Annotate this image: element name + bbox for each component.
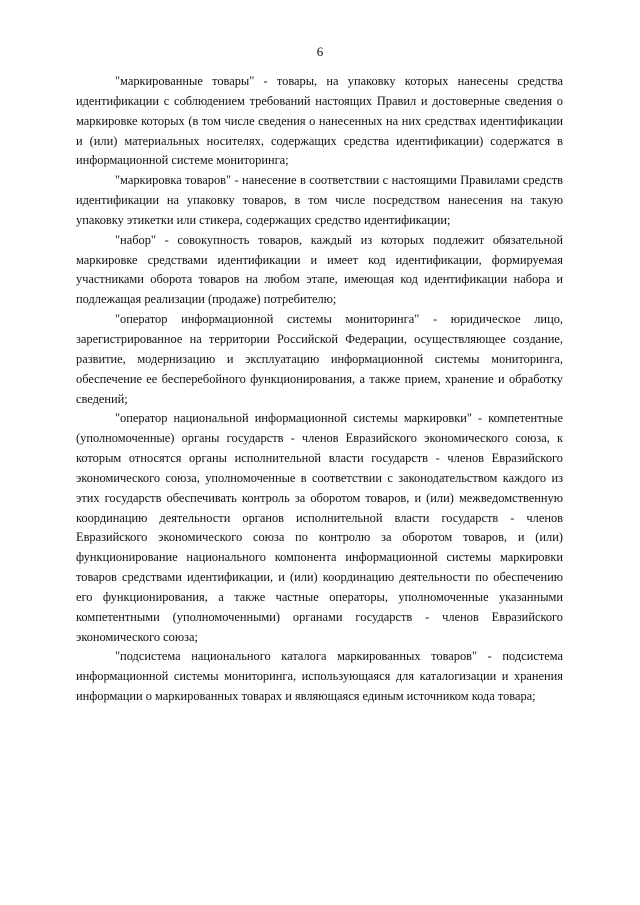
paragraph-national-catalog-subsystem: "подсистема национального каталога маркированных товаров" - подсистема информационной системы мониторинга, использующаяся для каталогизации и хранения информации о маркированных товарах и являющаяся единым источником кода товара; xyxy=(76,649,563,704)
paragraph-set: "набор" - совокупность товаров, каждый из которых подлежит обязательной маркировке средствами идентификации и имеет код идентификации, формируемая участниками оборота товаров на любом этапе, имеющая код идентификации набора и подлежащая реализации (продаже) потребителю; xyxy=(76,232,563,307)
paragraph-marked-goods: "маркированные товары" - товары, на упаковку которых нанесены средства идентификации с соблюдением требований настоящих Правил и достоверные сведения о маркировке которых (в том числе сведения о нанесенных на них средствах идентификации и (или) материальных носителях, содержащих средства идентификации) содержатся в информационной системе мониторинга; xyxy=(76,74,563,168)
paragraph-monitoring-system-operator: "оператор информационной системы мониторинга" - юридическое лицо, зарегистрированное на территории Российской Федерации, осуществляющее создание, развитие, модернизацию и эксплуатацию информационной системы мониторинга, обеспечение ее бесперебойного функционирования, а также прием, хранение и обработку сведений; xyxy=(76,312,563,406)
page-number: 6 xyxy=(316,44,324,59)
paragraph-national-marking-system-operator: "оператор национальной информационной системы маркировки" - компетентные (уполномоченные) органы государств - членов Евразийского экономического союза, к которым относятся органы исполнительной власти государств - членов Евразийского экономического союза, уполномоченные в соответствии с законодательством каждого из этих государств обеспечивать контроль за оборотом товаров, и (или) межведомственную координацию деятельности органов исполнительной власти государств - членов Евразийского экономического союза по контролю за оборотом товаров, и (или) функционирование национального компонента информационной системы маркировки товаров средствами идентификации, и (или) координацию деятельности по обеспечению его функционирования, а также частные операторы, уполномоченные указанными компетентными (уполномоченными) органами государств - членов Евразийского экономического союза; xyxy=(76,411,563,644)
paragraph-goods-marking: "маркировка товаров" - нанесение в соответствии с настоящими Правилами средств идентификации на упаковку товаров, в том числе посредством нанесения на такую упаковку этикетки или стикера, содержащих средство идентификации; xyxy=(76,173,563,227)
document-body xyxy=(76,72,563,707)
